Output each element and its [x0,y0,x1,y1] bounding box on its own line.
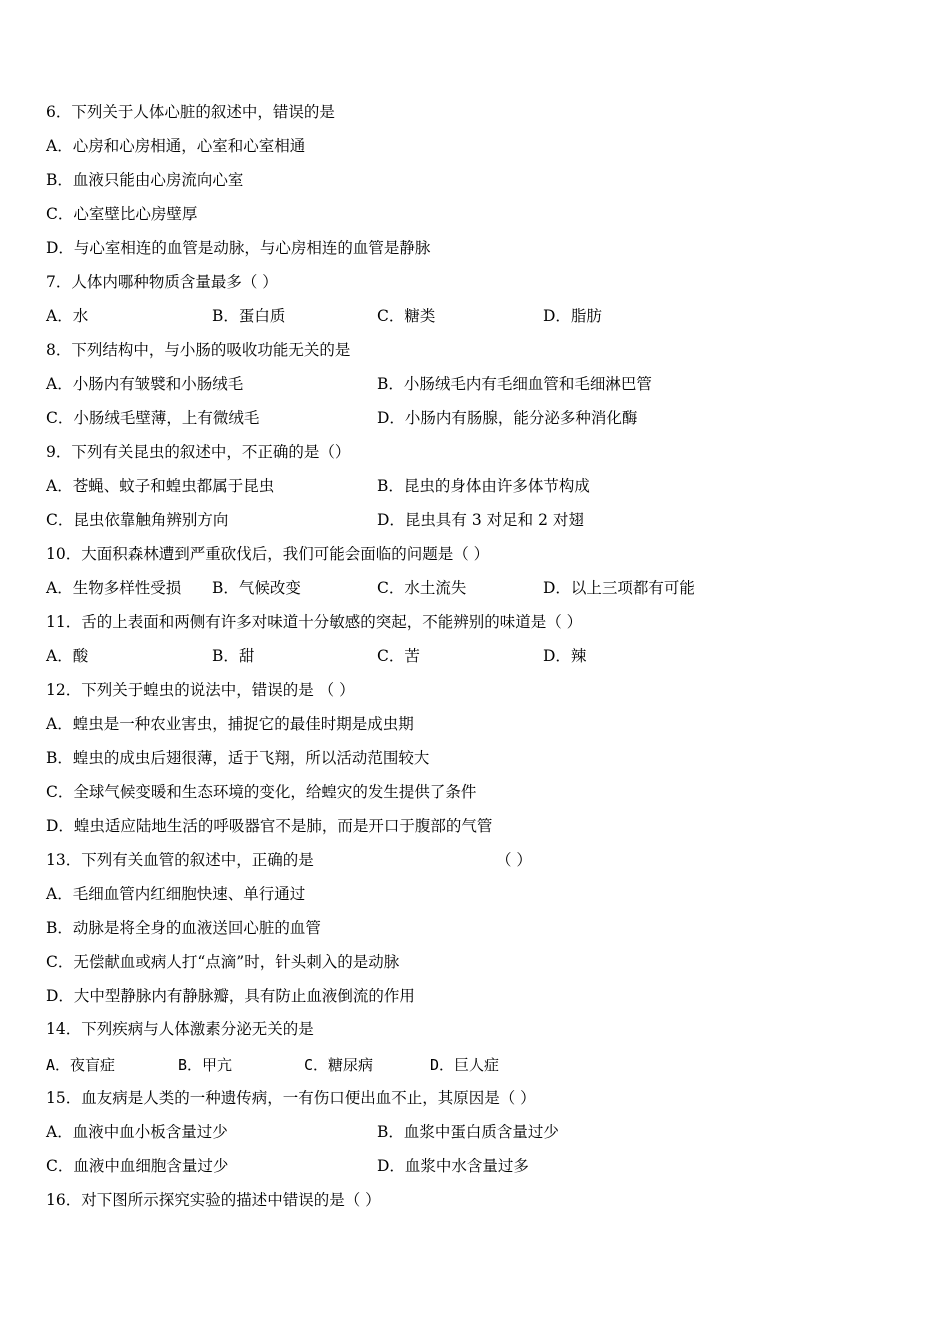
question-7-option-b: B．蛋白质 [212,307,286,325]
question-10-option-b: B．气候改变 [212,579,301,597]
question-15-option-d: D．血浆中水含量过多 [377,1157,529,1175]
question-14-option-b: B．甲亢 [178,1056,233,1074]
question-6-option-a: A．心房和心房相通，心室和心室相通 [46,137,306,155]
question-10-stem: 10．大面积森林遭到严重砍伐后，我们可能会面临的问题是（ ） [46,545,490,563]
question-12-option-d: D．蝗虫适应陆地生活的呼吸器官不是肺，而是开口于腹部的气管 [46,817,493,835]
question-12-option-c: C．全球气候变暖和生态环境的变化，给蝗灾的发生提供了条件 [46,783,477,801]
question-13-option-a: A．毛细血管内红细胞快速、单行通过 [46,885,306,903]
question-11-option-b: B．甜 [212,647,255,665]
question-10-option-a: A．生物多样性受损 [46,579,182,597]
question-13-option-d: D．大中型静脉内有静脉瓣，具有防止血液倒流的作用 [46,987,415,1005]
question-9-stem: 9．下列有关昆虫的叙述中，不正确的是（） [46,443,351,461]
question-12-option-a: A．蝗虫是一种农业害虫，捕捉它的最佳时期是成虫期 [46,715,414,733]
question-6-stem: 6．下列关于人体心脏的叙述中，错误的是 [46,103,335,121]
question-8-stem: 8．下列结构中，与小肠的吸收功能无关的是 [46,341,351,359]
question-9-option-b: B．昆虫的身体由许多体节构成 [377,477,590,495]
question-11-option-d: D．辣 [543,647,587,665]
question-15-option-b: B．血浆中蛋白质含量过少 [377,1123,559,1141]
question-8-option-c: C．小肠绒毛壁薄，上有微绒毛 [46,409,260,427]
question-7-option-a: A．水 [46,307,89,325]
question-14-option-d: D．巨人症 [430,1056,500,1074]
question-9-option-a: A．苍蝇、蚊子和蝗虫都属于昆虫 [46,477,275,495]
question-8-option-b: B．小肠绒毛内有毛细血管和毛细淋巴管 [377,375,652,393]
question-14-option-c: C．糖尿病 [304,1056,374,1074]
question-9-option-d: D．昆虫具有 3 对足和 2 对翅 [377,511,584,529]
question-11-stem: 11．舌的上表面和两侧有许多对味道十分敏感的突起，不能辨别的味道是（ ） [46,613,583,631]
question-16-stem: 16．对下图所示探究实验的描述中错误的是（ ） [46,1191,381,1209]
question-10-option-d: D．以上三项都有可能 [543,579,695,597]
question-6-option-c: C．心室壁比心房壁厚 [46,205,198,223]
question-12-option-b: B．蝗虫的成虫后翅很薄，适于飞翔，所以活动范围较大 [46,749,430,767]
question-7-stem: 7．人体内哪种物质含量最多（ ） [46,273,278,291]
question-11-option-c: C．苦 [377,647,420,665]
question-6-option-d: D．与心室相连的血管是动脉，与心房相连的血管是静脉 [46,239,431,257]
question-15-option-c: C．血液中血细胞含量过少 [46,1157,229,1175]
question-15-option-a: A．血液中血小板含量过少 [46,1123,228,1141]
question-14-option-a: A．夜盲症 [46,1056,116,1074]
question-13-answer-paren: （ ） [496,851,532,869]
question-10-option-c: C．水土流失 [377,579,467,597]
question-7-option-d: D．脂肪 [543,307,602,325]
question-7-option-c: C．糖类 [377,307,436,325]
question-13-stem: 13．下列有关血管的叙述中，正确的是 [46,851,314,869]
question-9-option-c: C．昆虫依靠触角辨别方向 [46,511,229,529]
question-13-option-c: C．无偿献血或病人打“点滴”时，针头刺入的是动脉 [46,953,400,971]
question-8-option-d: D．小肠内有肠腺，能分泌多种消化酶 [377,409,638,427]
question-14-stem: 14．下列疾病与人体激素分泌无关的是 [46,1020,314,1038]
question-13-option-b: B．动脉是将全身的血液送回心脏的血管 [46,919,321,937]
question-6-option-b: B．血液只能由心房流向心室 [46,171,244,189]
question-12-stem: 12．下列关于蝗虫的说法中，错误的是 （ ） [46,681,355,699]
question-8-option-a: A．小肠内有皱襞和小肠绒毛 [46,375,244,393]
question-11-option-a: A．酸 [46,647,89,665]
question-15-stem: 15．血友病是人类的一种遗传病，一有伤口便出血不止，其原因是（ ） [46,1089,536,1107]
